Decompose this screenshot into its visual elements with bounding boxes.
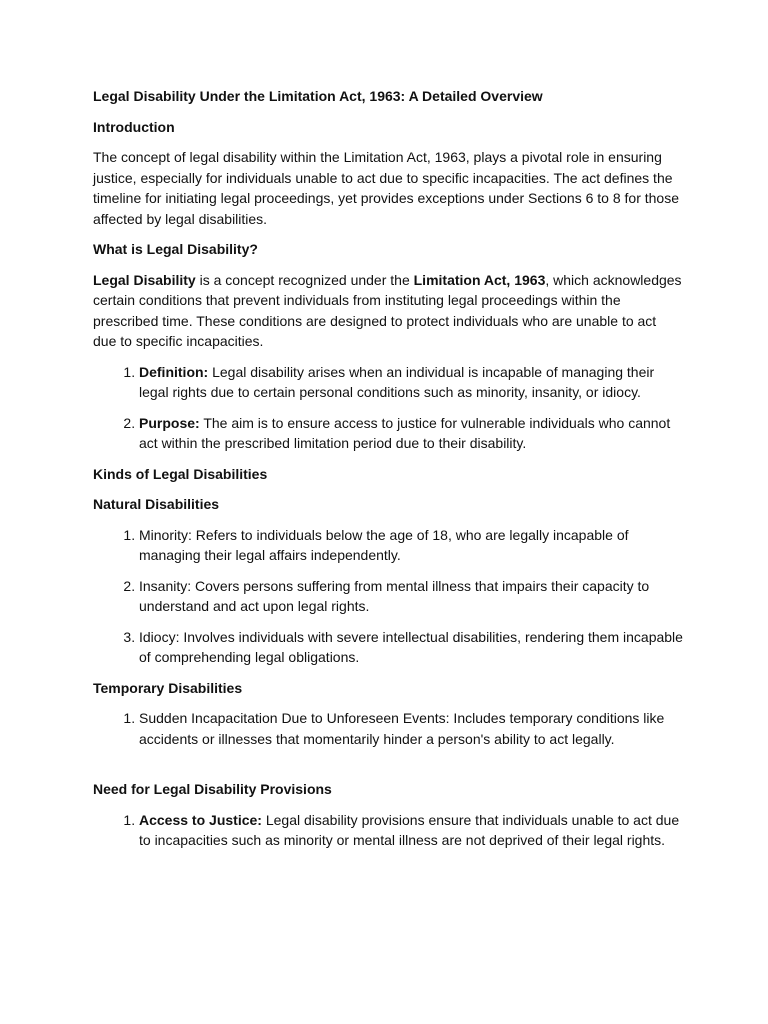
list-item-idiocy: 3. Idiocy: Involves individuals with severe intellectual disabilities, rendering them incapable of comprehending legal obligations. [139,627,683,668]
what-is-list [93,362,683,454]
list-item-access-to-justice [139,810,683,851]
blank-line [93,759,683,779]
list-item-purpose [139,413,683,454]
document-title: Legal Disability Under the Limitation Act, 1963: A Detailed Overview [93,88,543,104]
lead-rest-text: , which acknowledges certain conditions that prevent individuals from instituting legal proceedings within the prescribed time. These conditions are designed to protect individuals who are unable to act due to specific incapacities. [93,271,682,349]
list-item-sudden-incapacitation: 1. Sudden Incapacitation Due to Unforeseen Events: Includes temporary conditions like accidents or illnesses that momentarily hinder a person's ability to act legally. [139,708,683,749]
intro-heading: Introduction [93,118,175,135]
list-item-text: Legal disability arises when an individual is incapable of managing their legal rights due to certain personal conditions such as minority, insanity, or idiocy. [139,363,655,400]
legal-disability-term: Legal Disability [93,271,196,288]
need-list [93,810,683,851]
need-heading: Need for Legal Disability Provisions [93,781,332,797]
list-item-text: Legal disability provisions ensure that individuals unable to act due to incapacities such as minority or mental illness are not deprived of their legal rights. [139,811,680,848]
natural-heading: Natural Disabilities [93,496,220,512]
intro-paragraph: The concept of legal disability within the Limitation Act, 1963, plays a pivotal role in ensuring justice, especially for individuals unable to act due to specific incapacities. The act defines the timeline for initiating legal proceedings, yet provides exceptions under Sections 6 to 8 for those affected by legal disabilities. [93,149,680,227]
what-is-paragraph [93,270,683,352]
lead-mid-text: is a concept recognized under the [195,271,414,288]
list-item-minority: 1. Minority: Refers to individuals below the age of 18, who are legally incapable of managing their legal affairs independently. [139,525,683,566]
list-item-label: Purpose: [139,414,200,431]
kinds-heading: Kinds of Legal Disabilities [93,465,268,482]
limitation-act-term: Limitation Act, 1963 [413,271,546,288]
list-item-label: Access to Justice: [139,811,262,828]
temporary-list [93,708,683,749]
list-item-insanity: 2. Insanity: Covers persons suffering from mental illness that impairs their capacity to understand and act upon legal rights. [139,576,683,617]
list-item-text: The aim is to ensure access to justice for vulnerable individuals who cannot act within the prescribed limitation period due to their disability. [139,414,671,451]
list-item-definition [139,362,683,403]
natural-list [93,525,683,668]
what-is-heading: What is Legal Disability? [93,241,258,257]
document-page [93,86,683,861]
temporary-heading: Temporary Disabilities [93,679,243,696]
list-item-label: Definition: [139,363,209,380]
